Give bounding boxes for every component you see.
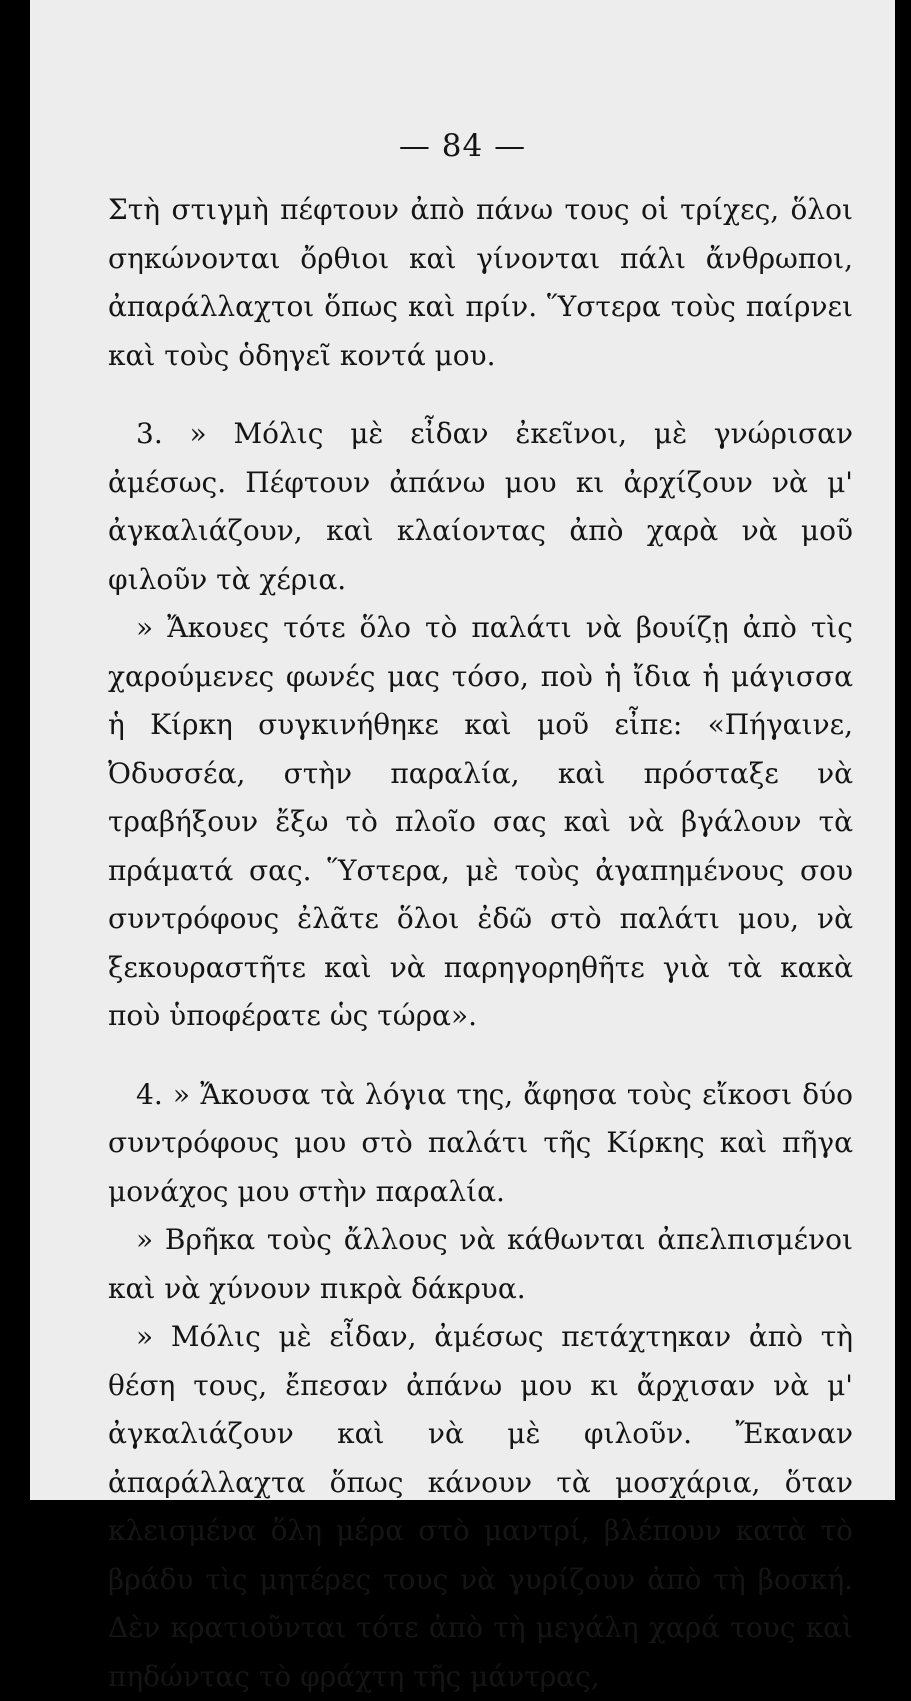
paragraph-2: 3. » Μόλις μὲ εἶδαν ἐκεῖνοι, μὲ γνώρισαν ἀμέσως. Πέφτουν ἀπάνω μου κι ἀρχίζουν νὰ μ' ἀγκαλιάζουν, καὶ κλαίοντας ἀπὸ χαρὰ νὰ μοῦ φιλοῦν τὰ χέρια.	[108, 417, 853, 596]
book-page	[30, 0, 895, 1693]
paragraph-4: 4. » Ἄκουσα τὰ λόγια της, ἄφησα τοὺς εἴκοσι δύο συντρόφους μου στὸ παλάτι τῆς Κίρκης καὶ πῆγα μονάχος μου στὴν παραλία.	[108, 1077, 853, 1208]
paragraph-gap	[108, 380, 853, 410]
page-text	[108, 186, 853, 1701]
paragraph-1: Στὴ στιγμὴ πέφτουν ἀπὸ πάνω τους οἱ τρίχες, ὅλοι σηκώνονται ὄρθιοι καὶ γίνονται πάλι ἄνθρωποι, ἀπαράλλαχτοι ὅπως καὶ πρίν. Ὕστερα τοὺς παίρνει καὶ τοὺς ὁδηγεῖ κοντά μου.	[108, 193, 853, 372]
paragraph-5: » Βρῆκα τοὺς ἄλλους νὰ κάθωνται ἀπελπισμένοι καὶ νὰ χύνουν πικρὰ δάκρυα.	[108, 1223, 853, 1305]
paragraph-3: » Ἄκουες τότε ὅλο τὸ παλάτι νὰ βουίζῃ ἀπὸ τὶς χαρούμενες φωνές μας τόσο, ποὺ ἡ ἴδια ἡ μάγισσα ἡ Κίρκη συγκινήθηκε καὶ μοῦ εἶπε: «Πήγαινε, Ὀδυσσέα, στὴν παραλία, καὶ πρόσταξε νὰ τραβήξουν ἔξω τὸ πλοῖο σας καὶ νὰ βγάλουν τὰ πράματά σας. Ὕστερα, μὲ τοὺς ἀγαπημένους σου συντρόφους ἐλᾶτε ὅλοι ἐδῶ στὸ παλάτι μου, νὰ ξεκουραστῆτε καὶ νὰ παρηγορηθῆτε γιὰ τὰ κακὰ ποὺ ὑποφέρατε ὡς τώρα».	[108, 611, 853, 1032]
page-number: — 84 —	[398, 128, 527, 164]
paragraph-6: » Μόλις μὲ εἶδαν, ἀμέσως πετάχτηκαν ἀπὸ τὴ θέση τους, ἔπεσαν ἀπάνω μου κι ἄρχισαν νὰ μ' ἀγκαλιάζουν καὶ νὰ μὲ φιλοῦν. Ἔκαναν ἀπαράλλαχτα ὅπως κάνουν τὰ μοσχάρια, ὅταν κλεισμένα ὅλη μέρα στὸ μαντρί, βλέπουν κατὰ τὸ βράδυ τὶς μητέρες τους νὰ γυρίζουν ἀπὸ τὴ βοσκή. Δὲν κρατιοῦνται τότε ἀπὸ τὴ μεγάλη χαρά τους καὶ πηδώντας τὸ φράχτη τῆς μάντρας,	[108, 1320, 853, 1693]
paragraph-gap	[108, 1041, 853, 1071]
